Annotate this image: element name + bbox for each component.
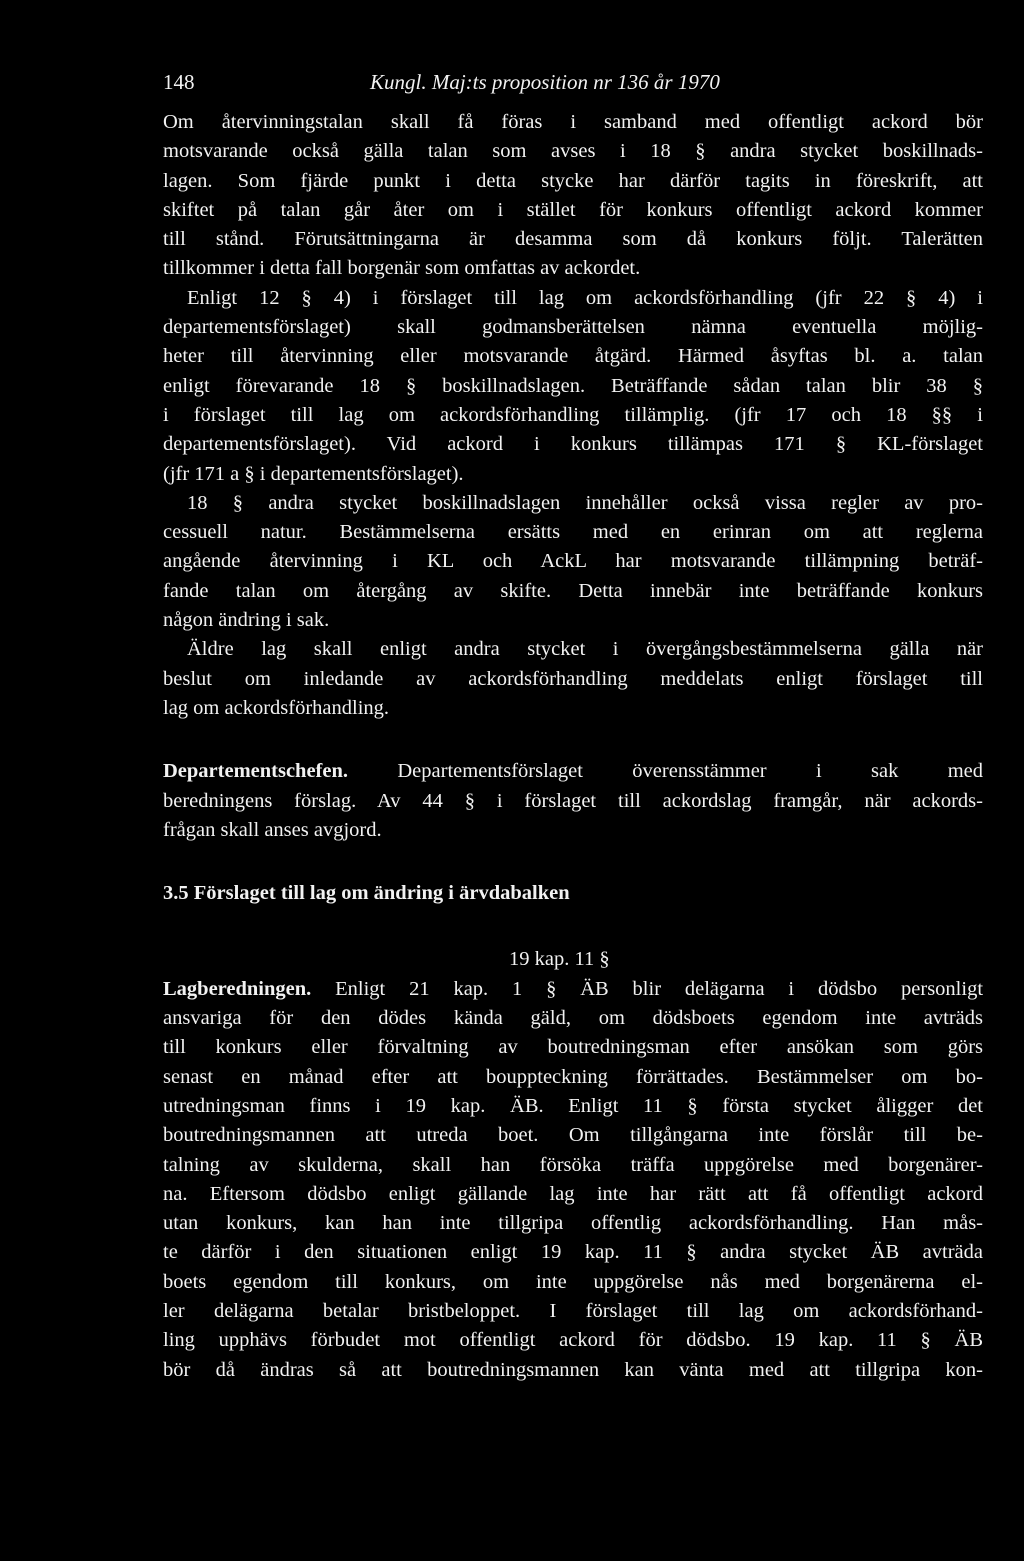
text-line: na. Eftersom dödsbo enligt gällande lag inte har rätt att få offentligt ackord — [163, 1182, 983, 1205]
text-line: utan konkurs, kan han inte tillgripa offentlig ackordsförhandling. Han mås- — [163, 1212, 983, 1235]
text-line: utredningsman finns i 19 kap. ÄB. Enligt 11 § första stycket åligger det — [163, 1094, 983, 1117]
text-line: Om återvinningstalan skall få föras i samband med offentligt ackord bör — [163, 111, 983, 133]
text-line: beslut om inledande av ackordsförhandling meddelats enligt förslaget till — [163, 667, 983, 690]
text-line: ler delägarna betalar bristbeloppet. I förslaget till lag om ackordsförhand- — [163, 1299, 983, 1322]
text-line: boets egendom till konkurs, om inte uppgörelse nås med borgenärerna el- — [163, 1270, 983, 1293]
text-line: bör då ändras så att boutredningsmannen kan vänta med att tillgripa kon- — [163, 1358, 983, 1381]
lagberedningen-paragraph — [163, 975, 983, 1385]
text-line: cessuell natur. Bestämmelserna ersätts med en erinran om att reglerna — [163, 521, 983, 544]
text-line: 18 § andra stycket boskillnadslagen innehåller också vissa regler av pro- — [187, 491, 983, 514]
text-line: ansvariga för den dödes kända gäld, om dödsboets egendom inte avträds — [163, 1007, 983, 1030]
text-line: tillkommer i detta fall borgenär som omfattas av ackordet. — [163, 257, 641, 280]
text-line: lag om ackordsförhandling. — [163, 696, 390, 719]
page-header — [163, 68, 983, 108]
text-line: skiftet på talan går åter om i stället för konkurs offentligt ackord kommer — [163, 198, 983, 221]
spacer — [163, 908, 983, 945]
text-line: till stånd. Förutsättningarna är desamma som då konkurs följt. Talerätten — [163, 228, 983, 251]
page-number: 148 — [163, 70, 195, 94]
text-line: motsvarande också gälla talan som avses i 18 § andra stycket boskillnads- — [163, 140, 983, 163]
text-line: senast en månad efter att bouppteckning förrättades. Bestämmelser om bo- — [163, 1065, 983, 1088]
lagberedningen-first-line: Enligt 21 kap. 1 § ÄB blir delägarna i dödsbo personligt — [335, 977, 984, 1000]
text-line: lagen. Som fjärde punkt i detta stycke har därför tagits in föreskrift, att — [163, 169, 983, 192]
paragraph-3 — [163, 489, 983, 635]
section-heading-block — [163, 879, 983, 908]
text-line: ling upphävs förbudet mot offentligt ackord för dödsbo. 19 kap. 11 § ÄB — [163, 1329, 983, 1352]
document-page — [163, 68, 983, 1385]
spacer — [163, 845, 983, 879]
chapter-heading: 19 kap. 11 § — [509, 948, 610, 971]
text-line: talning av skulderna, skall han försöka träffa uppgörelse med borgenärer- — [163, 1153, 983, 1176]
text-line: departementsförslaget) skall godmansberättelsen nämna eventuella möjlig- — [163, 316, 983, 339]
text-line: till konkurs eller förvaltning av boutredningsman efter ansökan som görs — [163, 1036, 983, 1059]
department-heading: Departementschefen. — [163, 760, 349, 783]
running-title: Kungl. Maj:ts proposition nr 136 år 1970 — [370, 70, 720, 94]
text-line — [163, 757, 983, 786]
text-line: te därför i den situationen enligt 19 kap. 11 § andra stycket ÄB avträda — [163, 1241, 983, 1264]
section-heading: 3.5 Förslaget till lag om ändring i ärvdabalken — [163, 882, 570, 905]
text-line: departementsförslaget). Vid ackord i konkurs tillämpas 171 § KL-förslaget — [163, 433, 983, 456]
text-line: någon ändring i sak. — [163, 609, 330, 632]
paragraph-4 — [163, 635, 983, 723]
paragraph-1 — [163, 108, 983, 284]
lagberedningen-heading: Lagberedningen. — [163, 977, 312, 1000]
text-line: angående återvinning i KL och AckL har motsvarande tillämpning beträf- — [163, 550, 983, 573]
chapter-heading-block — [163, 945, 983, 974]
text-line: frågan skall anses avgjord. — [163, 818, 382, 841]
text-line: heter till återvinning eller motsvarande åtgärd. Härmed åsyftas bl. a. talan — [163, 345, 983, 368]
text-line: fande talan om återgång av skifte. Detta innebär inte beträffande konkurs — [163, 579, 983, 602]
text-line — [163, 975, 983, 1004]
spacer — [163, 723, 983, 757]
department-paragraph — [163, 757, 983, 845]
text-line: Enligt 12 § 4) i förslaget till lag om ackordsförhandling (jfr 22 § 4) i — [187, 286, 983, 309]
text-line: boutredningsmannen att utreda boet. Om tillgångarna inte förslår till be- — [163, 1124, 983, 1147]
text-line: (jfr 171 a § i departementsförslaget). — [163, 462, 464, 485]
text-line: enligt förevarande 18 § boskillnadslagen. Beträffande sådan talan blir 38 § — [163, 374, 983, 397]
text-line: beredningens förslag. Av 44 § i förslaget till ackordslag framgår, när ackords- — [163, 789, 983, 812]
department-first-line: Departementsförslaget överensstämmer i sak med — [397, 760, 984, 783]
text-line: i förslaget till lag om ackordsförhandling tillämplig. (jfr 17 och 18 §§ i — [163, 403, 983, 426]
text-line: Äldre lag skall enligt andra stycket i övergångsbestämmelserna gälla när — [187, 638, 983, 661]
paragraph-2 — [163, 284, 983, 489]
